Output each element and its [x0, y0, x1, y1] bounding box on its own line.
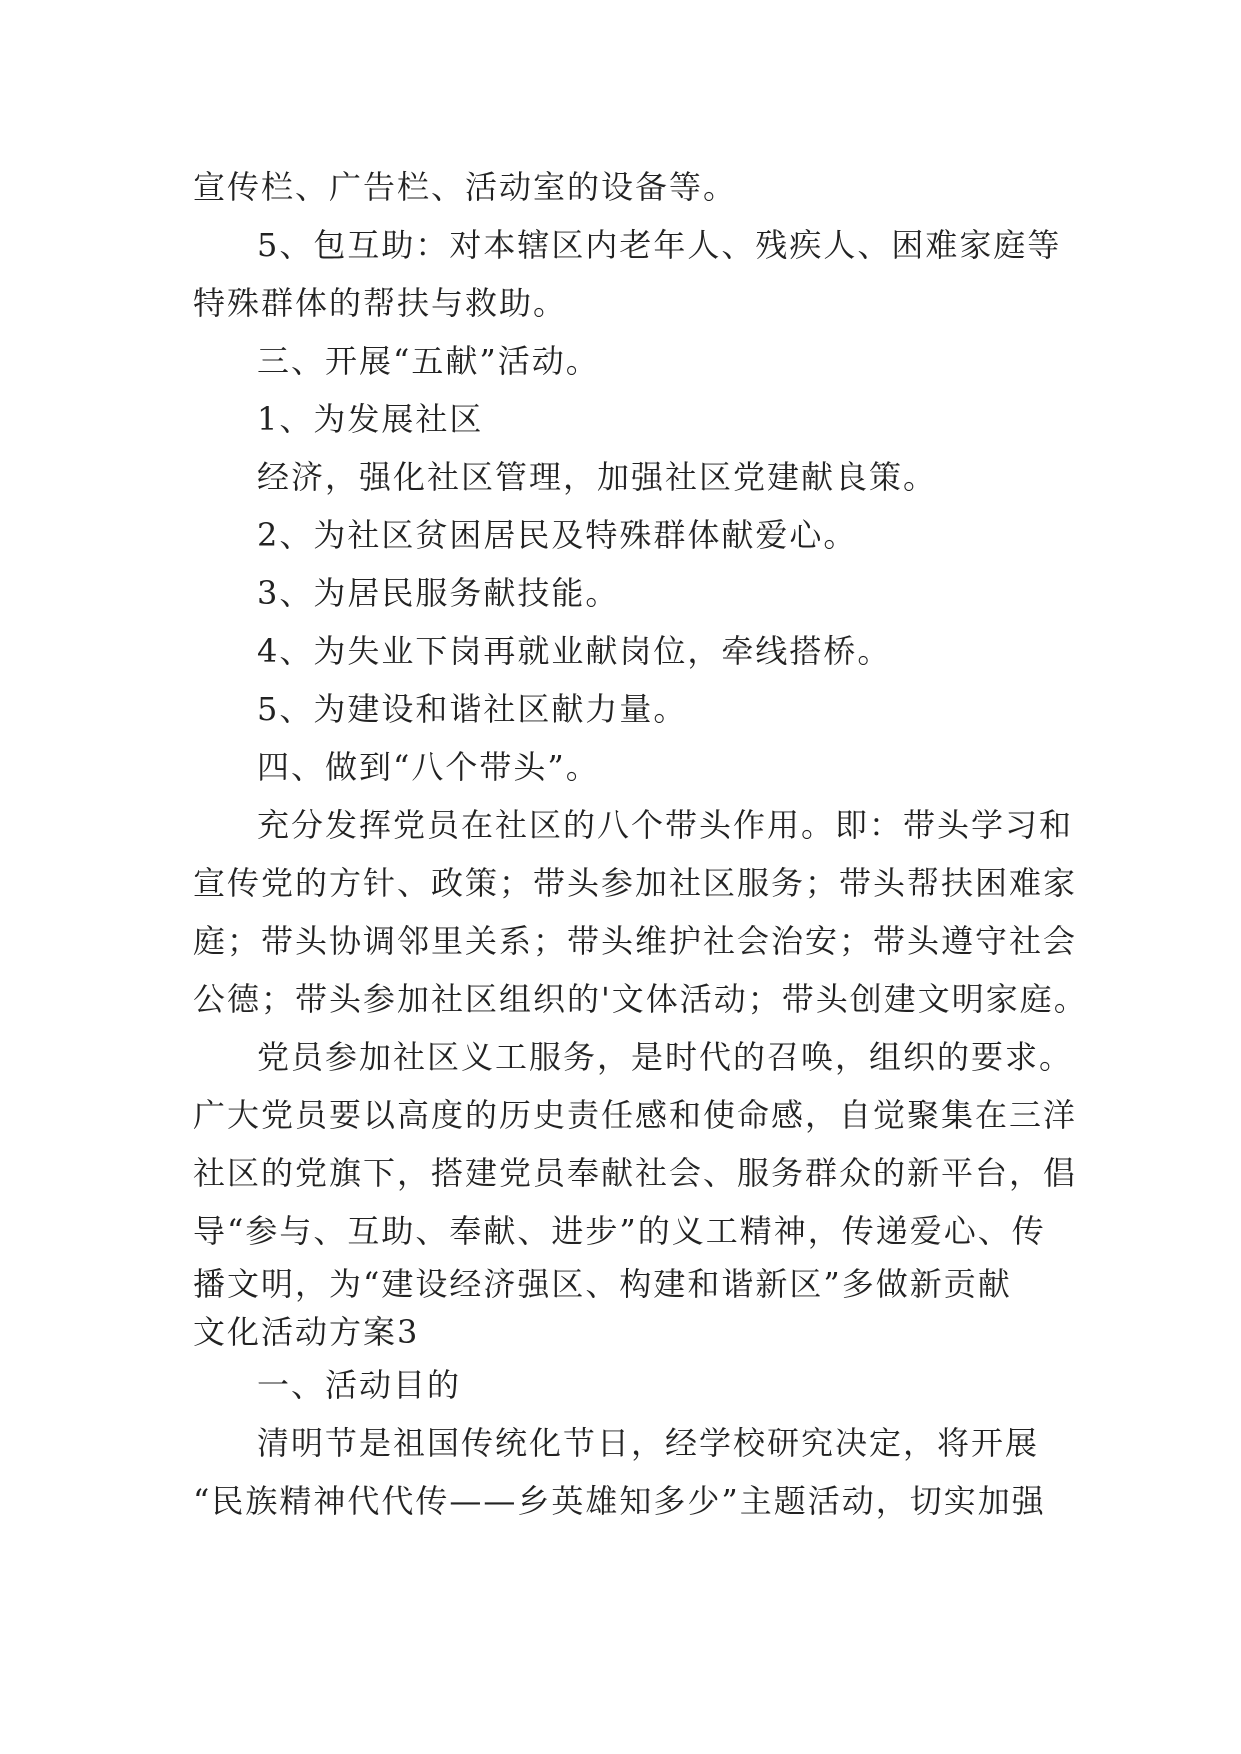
paragraph-line: 庭；带头协调邻里关系；带头维护社会治安；带头遵守社会: [193, 922, 1078, 960]
document-body: [193, 158, 1088, 1530]
document-title: 文化活动方案3: [193, 1313, 420, 1351]
list-item: 5、为建设和谐社区献力量。: [257, 690, 688, 728]
list-item: 4、为失业下岗再就业献岗位，牵线搭桥。: [257, 632, 892, 670]
section-heading: 一、活动目的: [257, 1366, 462, 1404]
paragraph-line: 特殊群体的帮扶与救助。: [193, 284, 568, 322]
paragraph-line: 社区的党旗下，搭建党员奉献社会、服务群众的新平台，倡: [193, 1154, 1078, 1192]
paragraph-line: 清明节是祖国传统化节日，经学校研究决定，将开展: [257, 1424, 1040, 1462]
paragraph-line: 播文明，为“建设经济强区、构建和谐新区”多做新贡献: [193, 1265, 1012, 1303]
paragraph-line: 经济，强化社区管理，加强社区党建献良策。: [257, 458, 938, 496]
paragraph-line: 导“参与、互助、奉献、进步”的义工精神，传递爱心、传: [193, 1212, 1046, 1250]
paragraph-line: 广大党员要以高度的历史责任感和使命感，自觉聚集在三洋: [193, 1096, 1078, 1134]
paragraph-line: 公德；带头参加社区组织的'文体活动；带头创建文明家庭。: [193, 980, 1088, 1018]
paragraph-line: “民族精神代代传——乡英雄知多少”主题活动，切实加强: [193, 1482, 1046, 1520]
paragraph-line: 充分发挥党员在社区的八个带头作用。即：带头学习和: [257, 806, 1074, 844]
paragraph-line: 党员参加社区义工服务，是时代的召唤，组织的要求。: [257, 1038, 1074, 1076]
list-item: 3、为居民服务献技能。: [257, 574, 620, 612]
section-heading: 三、开展“五献”活动。: [257, 342, 600, 380]
list-item: 1、为发展社区: [257, 400, 484, 438]
paragraph-line: 宣传栏、广告栏、活动室的设备等。: [193, 168, 738, 206]
section-heading: 四、做到“八个带头”。: [257, 748, 600, 786]
list-item: 2、为社区贫困居民及特殊群体献爱心。: [257, 516, 858, 554]
paragraph-line: 5、包互助：对本辖区内老年人、残疾人、困难家庭等: [257, 226, 1062, 264]
paragraph-line: 宣传党的方针、政策；带头参加社区服务；带头帮扶困难家: [193, 864, 1078, 902]
